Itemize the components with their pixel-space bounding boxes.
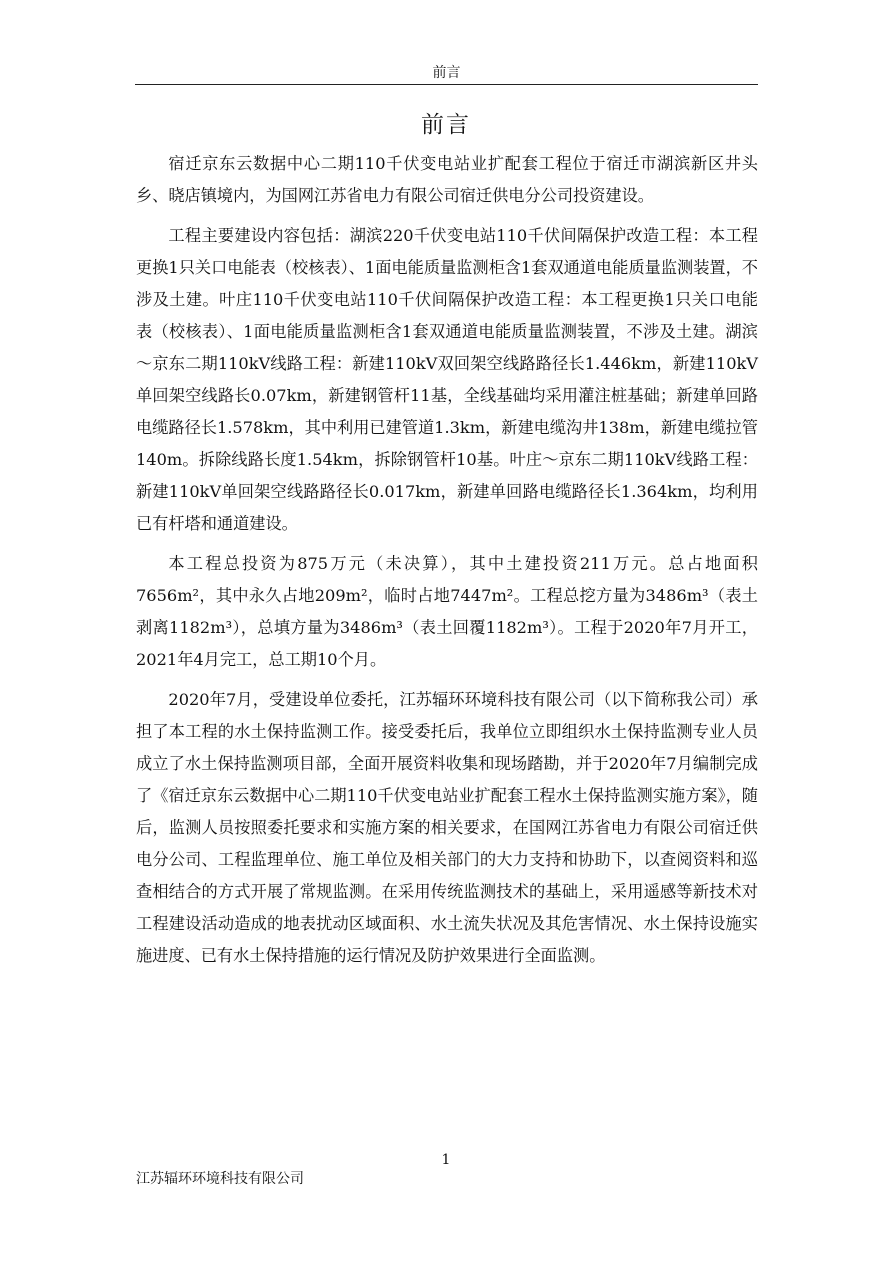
paragraph-construction-content: 工程主要建设内容包括：湖滨220千伏变电站110千伏间隔保护改造工程：本工程更换1只关口电能表（校核表）、1面电能质量监测柜含1套双通道电能质量监测装置，不涉及土建。叶庄110千伏变电站110千伏间隔保护改造工程：本工程更换1只关口电能表（校核表）、1面电能质量监测柜含1套双通道电能质量监测装置，不涉及土建。湖滨～京东二期110kV线路工程：新建110kV双回架空线路路径长1.446km，新建110kV单回架空线路长0.07km，新建钢管杆11基，全线基础均采用灌注桩基础；新建单回路电缆路径长1.578km，其中利用已建管道1.3km，新建电缆沟井138m，新建电缆拉管140m。拆除线路长度1.54km，拆除钢管杆10基。叶庄～京东二期110kV线路工程：新建110kV单回架空线路路径长0.017km，新建单回路电缆路径长1.364km，均利用已有杆塔和通道建设。 (136, 226, 758, 533)
paragraph-monitoring: 2020年7月，受建设单位委托，江苏辐环环境科技有限公司（以下简称我公司）承担了本工程的水土保持监测工作。接受委托后，我单位立即组织水土保持监测专业人员成立了水土保持监测项目部，全面开展资料收集和现场踏勘，并于2020年7月编制完成了《宿迁京东云数据中心二期110千伏变电站业扩配套工程水土保持监测实施方案》，随后，监测人员按照委托要求和实施方案的相关要求，在国网江苏省电力有限公司宿迁供电分公司、工程监理单位、施工单位及相关部门的大力支持和协助下，以查阅资料和巡查相结合的方式开展了常规监测。在采用传统监测技术的基础上，采用遥感等新技术对工程建设活动造成的地表扰动区域面积、水土流失状况及其危害情况、水土保持设施实施进度、已有水土保持措施的运行情况及防护效果进行全面监测。 (136, 690, 758, 965)
document-body (136, 148, 758, 980)
footer-company: 江苏辐环环境科技有限公司 (136, 1171, 304, 1187)
paragraph-project-location: 宿迁京东云数据中心二期110千伏变电站业扩配套工程位于宿迁市湖滨新区井头乡、晓店镇境内，为国网江苏省电力有限公司宿迁供电分公司投资建设。 (136, 154, 758, 205)
paragraph-investment: 本工程总投资为875万元（未决算），其中土建投资211万元。总占地面积7656m²，其中永久占地209m²，临时占地7447m²。工程总挖方量为3486m³（表土剥离1182m³），总填方量为3486m³（表土回覆1182m³）。工程于2020年7月开工，2021年4月完工，总工期10个月。 (136, 554, 758, 669)
page-number: 1 (441, 1152, 451, 1168)
running-header (135, 62, 758, 85)
page-title: 前言 (421, 112, 471, 138)
running-header-title: 前言 (432, 65, 461, 81)
